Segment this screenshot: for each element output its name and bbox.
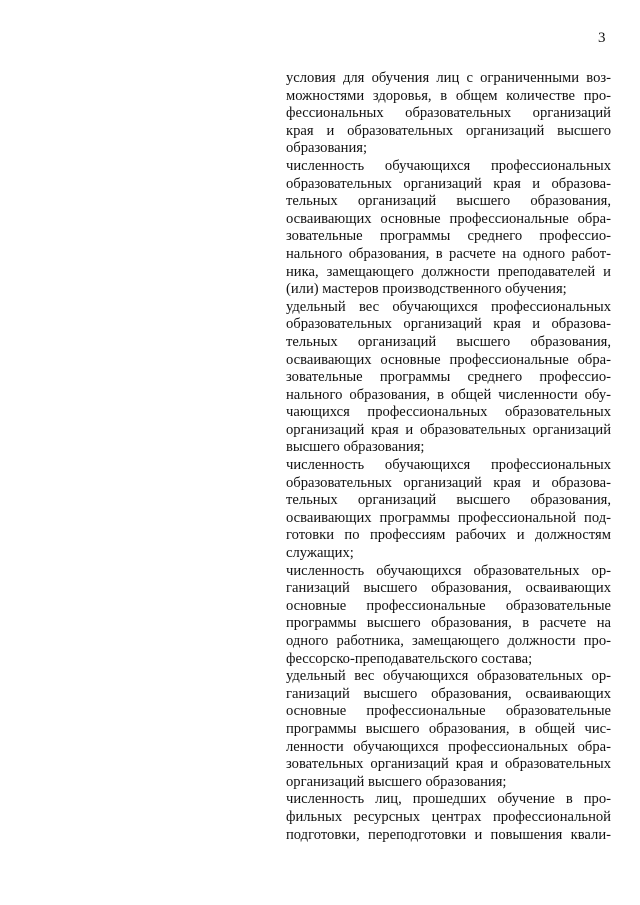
text-line: чающихся профессиональных образовательных xyxy=(286,404,611,421)
text-line: программы высшего образования, в общей чис- xyxy=(286,720,611,737)
text-line: основные профессиональные образовательные xyxy=(286,703,611,720)
text-line: одного работника, замещающего должности про- xyxy=(286,633,611,649)
text-line: зовательные программы среднего профессио- xyxy=(286,228,611,245)
text-line: ганизаций высшего образования, осваивающих xyxy=(286,580,611,597)
text-line: удельный вес обучающихся образовательных ор- xyxy=(286,668,611,685)
text-line: программы высшего образования, в расчете на xyxy=(286,615,611,632)
text-line: высшего образования; xyxy=(286,439,425,456)
text-line: фессиональных образовательных организаций xyxy=(286,105,611,122)
text-line: численность обучающихся профессиональных xyxy=(286,457,611,474)
text-line: основные профессиональные образовательные xyxy=(286,597,611,614)
text-line: фессорско-преподавательского состава; xyxy=(286,650,533,667)
text-line: тельных организаций высшего образования, xyxy=(286,333,611,350)
text-line: (или) мастеров производственного обучения; xyxy=(286,281,567,298)
text-line: осваивающих основные профессиональные обра- xyxy=(286,351,611,368)
text-line: края и образовательных организаций высшего xyxy=(286,122,611,139)
text-line: зовательные программы среднего профессио- xyxy=(286,369,611,386)
text-line: образовательных организаций края и образова- xyxy=(286,175,611,192)
text-line: служащих; xyxy=(286,545,354,562)
text-line: подготовки, переподготовки и повышения квали- xyxy=(286,826,611,843)
text-line: зовательных организаций края и образовательных xyxy=(286,756,611,773)
text-line: ника, замещающего должности преподавателей и xyxy=(286,263,611,280)
text-line: численность лиц, прошедших обучение в про- xyxy=(286,791,611,808)
text-line: тельных организаций высшего образования, xyxy=(286,492,611,509)
text-line: образовательных организаций края и образова- xyxy=(286,316,611,333)
text-line: тельных организаций высшего образования, xyxy=(286,193,611,210)
text-line: осваивающих основные профессиональные обра- xyxy=(286,210,611,227)
text-line: готовки по профессиям рабочих и должностям xyxy=(286,527,611,544)
text-line: удельный вес обучающихся профессиональных xyxy=(286,298,611,315)
text-line: условия для обучения лиц с ограниченными воз- xyxy=(286,70,611,86)
text-line: фильных ресурсных центрах профессиональной xyxy=(286,808,611,825)
text-line: нального образования, в расчете на одного работ- xyxy=(286,245,611,262)
text-line: можностями здоровья, в общем количестве про- xyxy=(286,87,611,104)
text-line: организаций края и образовательных организаций xyxy=(286,421,611,438)
text-line: ганизаций высшего образования, осваивающих xyxy=(286,685,611,702)
text-line: численность обучающихся профессиональных xyxy=(286,157,611,174)
text-line: осваивающих программы профессиональной под- xyxy=(286,509,611,526)
text-line: численность обучающихся образовательных ор- xyxy=(286,562,611,579)
text-line: организаций высшего образования; xyxy=(286,773,507,790)
document-text-column xyxy=(286,70,611,844)
text-line: нального образования, в общей численности обу- xyxy=(286,386,611,403)
page-number: 3 xyxy=(598,30,606,46)
text-line: ленности обучающихся профессиональных обра- xyxy=(286,738,611,755)
text-line: образовательных организаций края и образова- xyxy=(286,474,611,491)
text-line: образования; xyxy=(286,140,368,157)
